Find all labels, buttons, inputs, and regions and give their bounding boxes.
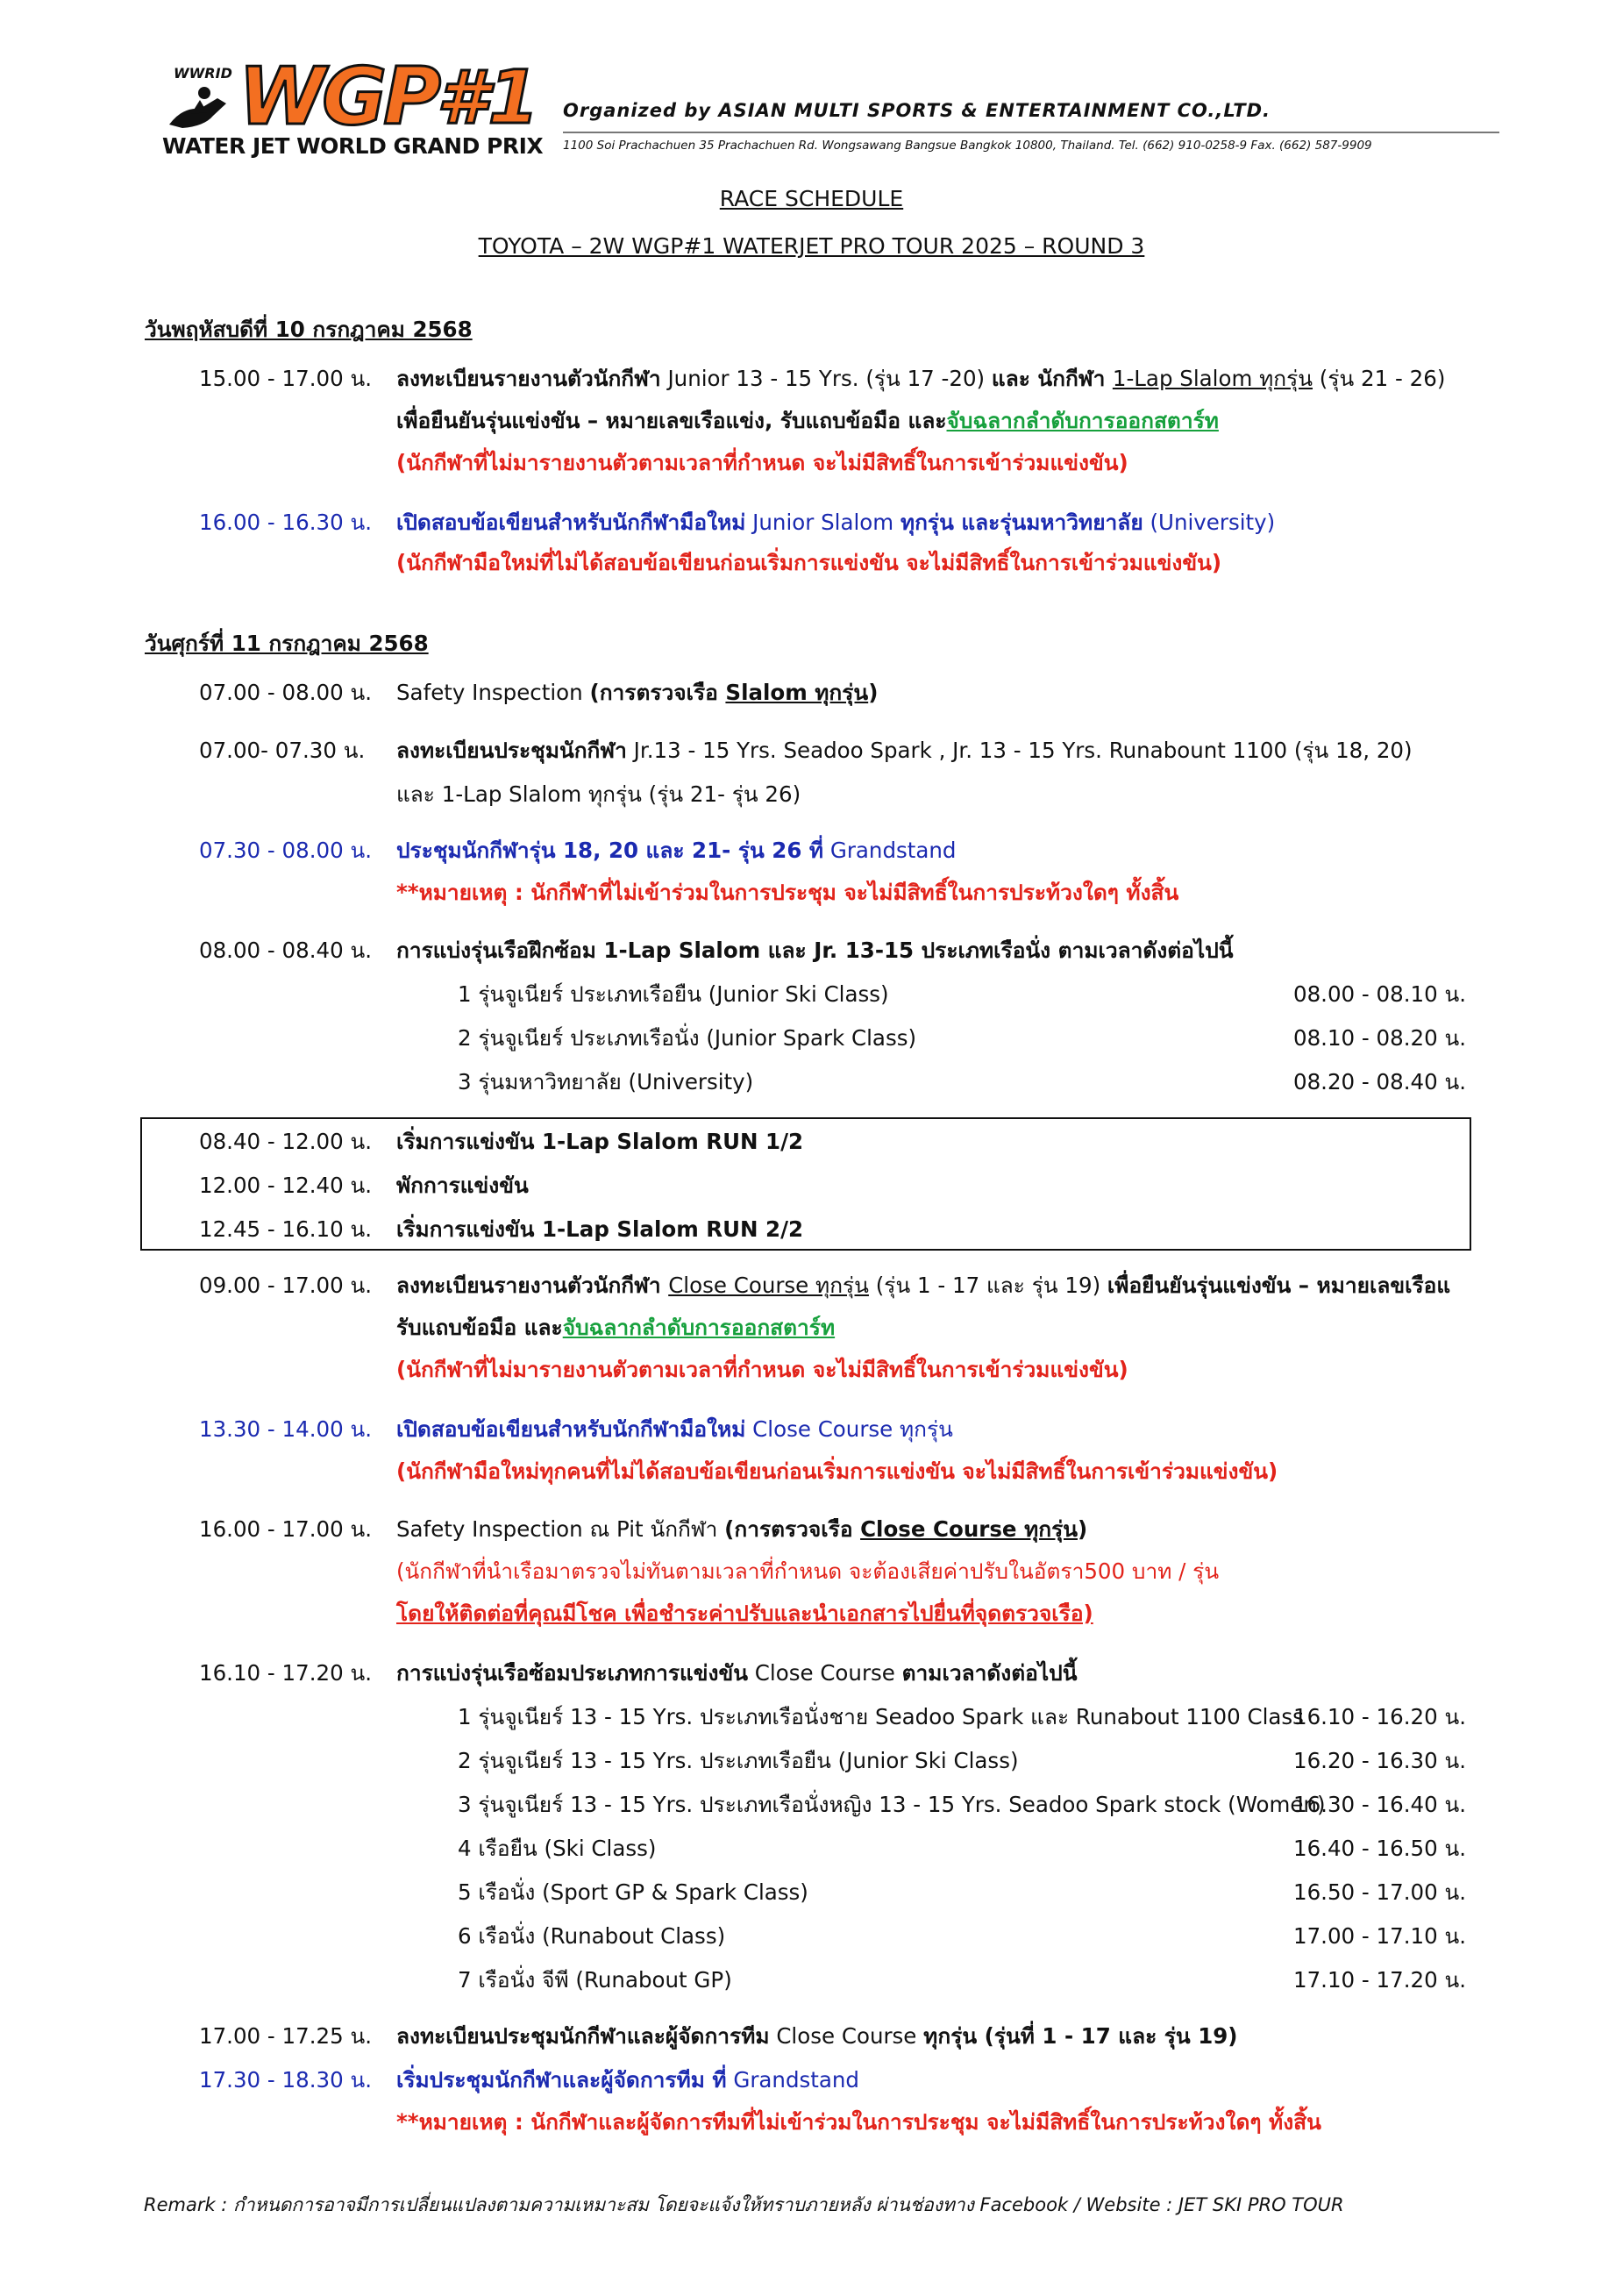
event-line: เริ่มประชุมนักกีฬาและผู้จัดการทีม ที่ Grandstand [396,2067,859,2093]
time-label: 08.40 - 12.00 น. [199,1129,373,1154]
event-warning: **หมายเหตุ : นักกีฬาที่ไม่เข้าร่วมในการประชุม จะไม่มีสิทธิ์ในการประท้วงใดๆ ทั้งสิ้น [396,880,1179,905]
day-heading-2: วันศุกร์ที่ 11 กรกฎาคม 2568 [145,631,429,656]
event-line: ลงทะเบียนประชุมนักกีฬา Jr.13 - 15 Yrs. Seadoo Spark , Jr. 13 - 15 Yrs. Runabount 1100 (รุ่น 18, 20) [396,738,1413,763]
letterhead [158,51,1499,161]
header-divider [563,132,1499,133]
event-line: Safety Inspection ณ Pit นักกีฬา (การตรวจเรือ Close Course ทุกรุ่น) [396,1516,1088,1542]
event-line: เปิดสอบข้อเขียนสำหรับนักกีฬามือใหม่ Close Course ทุกรุ่น [396,1416,953,1442]
sub-item-time: 08.20 - 08.40 น. [1293,1069,1467,1095]
logo-wgp-text: WGP [238,51,438,143]
time-label: 16.10 - 17.20 น. [199,1660,373,1686]
event-line: เริ่มการแข่งขัน 1-Lap Slalom RUN 1/2 [396,1129,804,1154]
event-warning: (นักกีฬาที่นำเรือมาตรวจไม่ทันตามเวลาที่กำหนด จะต้องเสียค่าปรับในอัตรา500 บาท / รุ่น [396,1558,1220,1584]
day-heading-1: วันพฤหัสบดีที่ 10 กรกฎาคม 2568 [145,317,473,342]
event-warning: โดยให้ติดต่อที่คุณมีโชค เพื่อชำระค่าปรับและนำเอกสารไปยื่นที่จุดตรวจเรือ) [396,1601,1093,1626]
event-warning: (นักกีฬาที่ไม่มารายงานตัวตามเวลาที่กำหนด จะไม่มีสิทธิ์ในการเข้าร่วมแข่งขัน) [396,450,1128,475]
draw-start-order-link: จับฉลากลำดับการออกสตาร์ท [562,1315,836,1340]
time-label: 08.00 - 08.40 น. [199,938,373,963]
sub-item: 4 เรือยืน (Ski Class) [458,1836,657,1861]
event-line: การแบ่งรุ่นเรือฝึกซ้อม 1-Lap Slalom และ Jr. 13-15 ประเภทเรือนั่ง ตามเวลาดังต่อไปนี้ [396,938,1234,963]
draw-start-order-link: จับฉลากลำดับการออกสตาร์ท [946,408,1219,433]
time-label: 07.30 - 08.00 น. [199,838,373,863]
event-line: ประชุมนักกีฬารุ่น 18, 20 และ 21- รุ่น 26 ที่ Grandstand [396,838,957,863]
sub-item-time: 16.20 - 16.30 น. [1293,1748,1467,1773]
sub-item-time: 16.10 - 16.20 น. [1293,1704,1467,1729]
event-line: รับแถบข้อมือ และจับฉลากลำดับการออกสตาร์ท [396,1315,836,1340]
event-warning: (นักกีฬาที่ไม่มารายงานตัวตามเวลาที่กำหนด จะไม่มีสิทธิ์ในการเข้าร่วมแข่งขัน) [396,1357,1128,1382]
page-title: RACE SCHEDULE [719,186,904,211]
event-line: ลงทะเบียนรายงานตัวนักกีฬา Close Course ทุกรุ่น (รุ่น 1 - 17 และ รุ่น 19) เพื่อยืนยันรุ่นแข่งขัน – หมายเลขเรือแ [396,1273,1451,1298]
time-label: 09.00 - 17.00 น. [199,1273,373,1298]
logo-small-text: WWRID [174,65,232,82]
remark-footer: Remark : กำหนดการอาจมีการเปลี่ยนแปลงตามความเหมาะสม โดยจะแจ้งให้ทราบภายหลัง ผ่านช่องทาง Facebook / Website : JET SKI PRO TOUR [144,2194,1344,2215]
sub-item: 6 เรือนั่ง (Runabout Class) [458,1923,726,1949]
event-line: พักการแข่งขัน [396,1173,529,1198]
time-label: 16.00 - 16.30 น. [199,510,373,535]
sub-item: 3 รุ่นจูเนียร์ 13 - 15 Yrs. ประเภทเรือนั่งหญิง 13 - 15 Yrs. Seadoo Spark stock (Women) [458,1792,1326,1817]
logo-subtitle: WATER JET WORLD GRAND PRIX [162,133,544,159]
time-label: 12.00 - 12.40 น. [199,1173,373,1198]
sub-item: 7 เรือนั่ง จีพี (Runabout GP) [458,1967,732,1993]
time-label: 07.00- 07.30 น. [199,738,366,763]
event-warning: (นักกีฬามือใหม่ที่ไม่ได้สอบข้อเขียนก่อนเริ่มการแข่งขัน จะไม่มีสิทธิ์ในการเข้าร่วมแข่งขัน) [396,550,1222,575]
time-label: 17.00 - 17.25 น. [199,2023,373,2049]
sub-item-time: 16.50 - 17.00 น. [1293,1879,1467,1905]
sub-item: 3 รุ่นมหาวิทยาลัย (University) [458,1069,754,1095]
sub-item: 2 รุ่นจูเนียร์ ประเภทเรือนั่ง (Junior Spark Class) [458,1025,917,1051]
event-line: เพื่อยืนยันรุ่นแข่งขัน – หมายเลขเรือแข่ง, รับแถบข้อมือ และจับฉลากลำดับการออกสตาร์ท [396,408,1219,433]
sub-item-time: 08.10 - 08.20 น. [1293,1025,1467,1051]
sub-item-time: 16.40 - 16.50 น. [1293,1836,1467,1861]
page-subtitle: TOYOTA – 2W WGP#1 WATERJET PRO TOUR 2025 – ROUND 3 [478,233,1145,259]
event-line: ลงทะเบียนประชุมนักกีฬาและผู้จัดการทีม Close Course ทุกรุ่น (รุ่นที่ 1 - 17 และ รุ่น 19) [396,2023,1238,2049]
time-label: 12.45 - 16.10 น. [199,1216,373,1242]
sub-item: 1 รุ่นจูเนียร์ ประเภทเรือยืน (Junior Ski Class) [458,981,889,1007]
time-label: 16.00 - 17.00 น. [199,1516,373,1542]
time-label: 07.00 - 08.00 น. [199,680,373,705]
time-label: 15.00 - 17.00 น. [199,366,373,391]
time-label: 17.30 - 18.30 น. [199,2067,373,2093]
sub-item: 1 รุ่นจูเนียร์ 13 - 15 Yrs. ประเภทเรือนั่งชาย Seadoo Spark และ Runabout 1100 Class [458,1704,1304,1729]
event-line: Safety Inspection (การตรวจเรือ Slalom ทุกรุ่น) [396,680,879,705]
logo-number-text: #1 [437,54,539,140]
event-warning: (นักกีฬามือใหม่ทุกคนที่ไม่ได้สอบข้อเขียนก่อนเริ่มการแข่งขัน จะไม่มีสิทธิ์ในการเข้าร่วมแข่งขัน) [396,1458,1278,1484]
jet-ski-rider-icon [165,81,235,133]
event-line: การแบ่งรุ่นเรือซ้อมประเภทการแข่งขัน Close Course ตามเวลาดังต่อไปนี้ [396,1660,1078,1686]
sub-item-time: 08.00 - 08.10 น. [1293,981,1467,1007]
sub-item-time: 17.00 - 17.10 น. [1293,1923,1467,1949]
sub-item: 5 เรือนั่ง (Sport GP & Spark Class) [458,1879,808,1905]
wgp-logo [158,51,544,161]
organizer-text: Organized by ASIAN MULTI SPORTS & ENTERTAINMENT CO.,LTD. [563,100,1271,121]
event-line: เริ่มการแข่งขัน 1-Lap Slalom RUN 2/2 [396,1216,804,1242]
event-line: ลงทะเบียนรายงานตัวนักกีฬา Junior 13 - 15 Yrs. (รุ่น 17 -20) และ นักกีฬา 1-Lap Slalom ทุกรุ่น (รุ่น 21 - 26) [396,366,1446,391]
address-text: 1100 Soi Prachachuen 35 Prachachuen Rd. Wongsawang Bangsue Bangkok 10800, Thailand. Tel. (662) 910-0258-9 Fax. (662) 587-9909 [563,139,1372,153]
event-line: และ 1-Lap Slalom ทุกรุ่น (รุ่น 21- รุ่น 26) [396,781,801,807]
sub-item-time: 16.30 - 16.40 น. [1293,1792,1467,1817]
event-warning: **หมายเหตุ : นักกีฬาและผู้จัดการทีมที่ไม่เข้าร่วมในการประชุม จะไม่มีสิทธิ์ในการประท้วงใดๆ ทั้งสิ้น [396,2109,1321,2135]
sub-item: 2 รุ่นจูเนียร์ 13 - 15 Yrs. ประเภทเรือยืน (Junior Ski Class) [458,1748,1019,1773]
sub-item-time: 17.10 - 17.20 น. [1293,1967,1467,1993]
time-label: 13.30 - 14.00 น. [199,1416,373,1442]
event-line: เปิดสอบข้อเขียนสำหรับนักกีฬามือใหม่ Junior Slalom ทุกรุ่น และรุ่นมหาวิทยาลัย (University) [396,510,1276,535]
